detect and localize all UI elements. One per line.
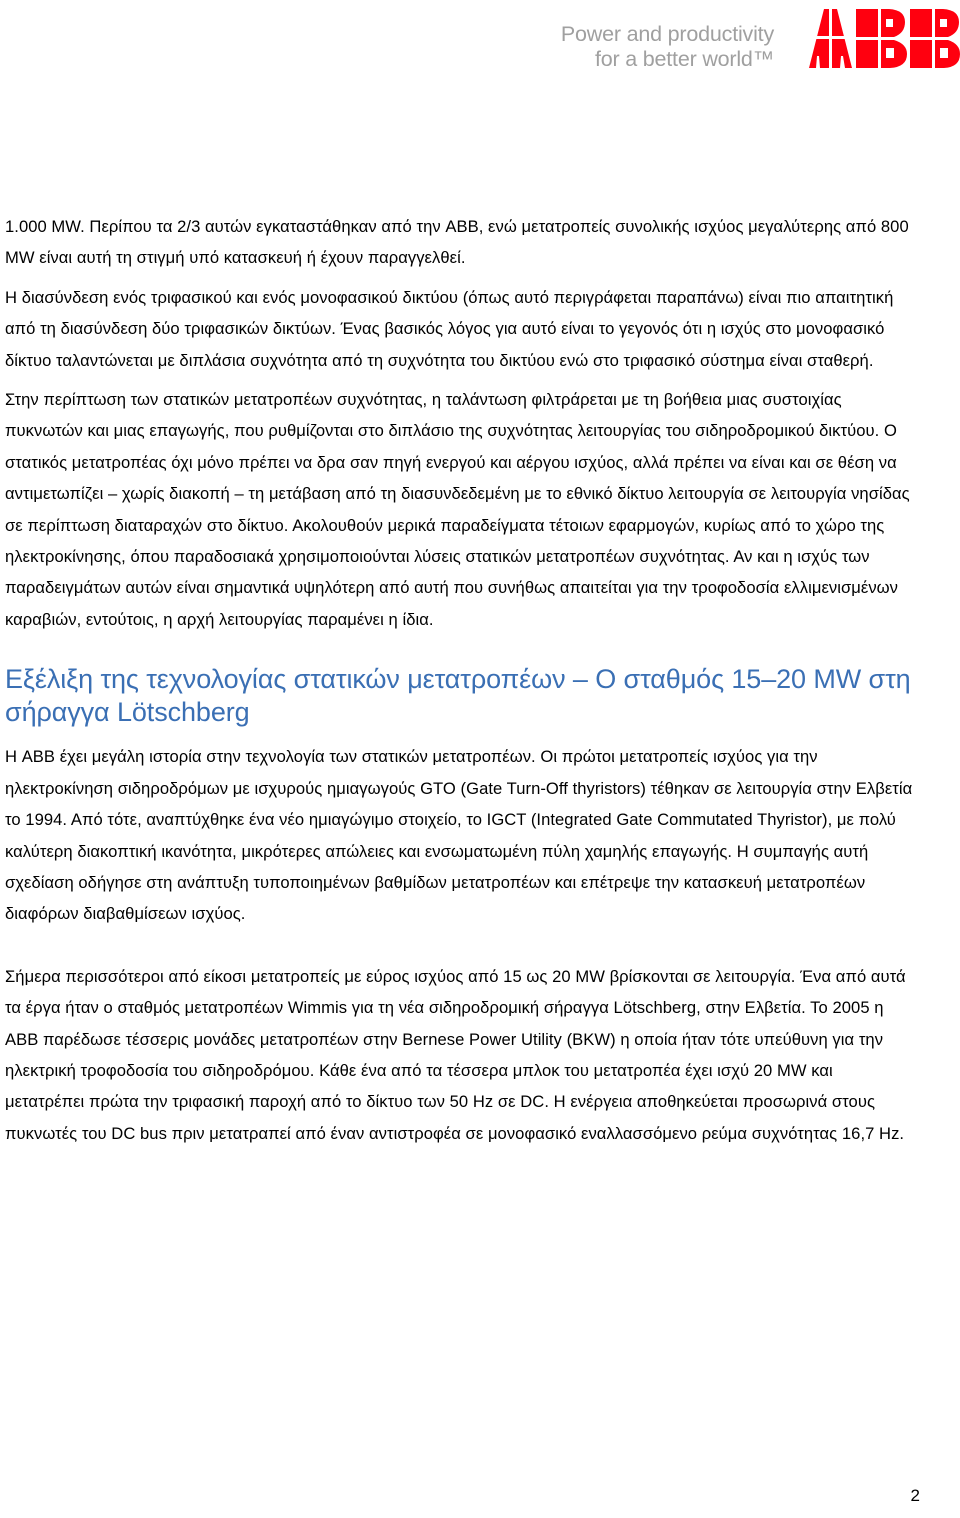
paragraph-5: Σήμερα περισσότεροι από είκοσι μετατροπείς με εύρος ισχύος από 15 ως 20 MW βρίσκονται σε λειτουργία. Ένα από αυτά τα έργα ήταν ο σταθμός μετατροπέων Wimmis για τη νέα σιδηροδρομική σήραγγα Lötschberg, στην Ελβετία. Το 2005 η ABB παρέδωσε τέσσερις μονάδες μετατροπέων στην Bernese Power Utility (BKW) η οποία ήταν τότε υπεύθυνη για την ηλεκτρική τροφοδοσία του σιδηροδρόμου. Κάθε ένα από τα τέσσερα μπλοκ του μετατροπέα έχει ισχύ 20 MW και μετατρέπει πρώτα την τριφασική παροχή από το δίκτυο των 50 Hz σε DC. Η ενέργεια αποθηκεύεται προσωρινά στους πυκνωτές του DC bus πριν μετατραπεί από έναν αντιστροφέα σε μονοφασικό εναλλασσόμενο ρεύμα συχνότητας 16,7 Hz. xyxy=(5,966,906,1143)
paragraph-2: Η διασύνδεση ενός τριφασικού και ενός μονοφασικού δικτύου (όπως αυτό περιγράφεται παραπάνω) είναι πιο απαιτητική από τη διασύνδεση δύο τριφασικών δικτύων. Ένας βασικός λόγος για αυτό είναι το γεγονός ότι η ισχύς στο μονοφασικό δίκτυο ταλαντώνεται με διπλάσια συχνότητα από τη συχνότητα του δικτύου ενώ στο τριφασικό σύστημα είναι σταθερή. xyxy=(5,287,894,370)
spacer xyxy=(5,930,915,961)
page-number: 2 xyxy=(910,1486,920,1505)
paragraph-3: Στην περίπτωση των στατικών μετατροπέων συχνότητας, η ταλάντωση φιλτράρεται με τη βοήθεια μιας συστοιχίας πυκνωτών και μιας επαγωγής, που ρυθμίζονται στο διπλάσιο της συχνότητας λειτουργίας του σιδηροδρομικού δικτύου. Ο στατικός μετατροπέας όχι μόνο πρέπει να δρα σαν πηγή ενεργού και αέργου ισχύος, αλλά πρέπει να είναι και σε θέση να αντιμετωπίζει – χωρίς διακοπή – τη μετάβαση από τη διασυνδεδεμένη με το εθνικό δίκτυο λειτουργία σε λειτουργία νησίδας σε περίπτωση διαταραχών στο δίκτυο. Ακολουθούν μερικά παραδείγματα τέτοιων εφαρμογών, κυρίως από το χώρο της ηλεκτροκίνησης, όπου παραδοσιακά χρησιμοποιούνται λύσεις στατικών μετατροπέων συχνότητας. Αν και η ισχύς των παραδειγμάτων αυτών είναι σημαντικά υψηλότερη από αυτή που συνήθως απαιτείται για την τροφοδοσία ελλιμενισμένων καραβιών, εντούτοις, η αρχή λειτουργίας παραμένει η ίδια. xyxy=(5,390,910,629)
page-header xyxy=(0,0,960,80)
tagline-line-2: for a better world™ xyxy=(594,47,774,71)
tagline xyxy=(561,22,774,72)
paragraph-1: 1.000 MW. Περίπου τα 2/3 αυτών εγκαταστάθηκαν από την ABB, ενώ μετατροπείς συνολικής ισχύος μεγαλύτερης από 800 MW είναι αυτή τη στιγμή υπό κατασκευή ή έχουν παραγγελθεί. xyxy=(5,217,909,268)
spacer xyxy=(5,274,915,282)
abb-logo xyxy=(806,6,960,70)
tagline-line-1: Power and productivity xyxy=(560,22,774,46)
spacer xyxy=(5,376,915,384)
paragraph-4: Η ABB έχει μεγάλη ιστορία στην τεχνολογία των στατικών μετατροπέων. Οι πρώτοι μετατροπείς ισχύος για την ηλεκτροκίνηση σιδηροδρόμων με ισχυρούς ημιαγωγούς GTO (Gate Turn-Off thyristors) τέθηκαν σε λειτουργία στην Ελβετία το 1994. Από τότε, αναπτύχθηκε ένα νέο ημιαγώγιμο στοιχείο, το IGCT (Integrated Gate Commutated Thyristor), με πολύ καλύτερη διακοπτική ικανότητα, μικρότερες απώλειες και ενσωματωμένη πύλη χαμηλής επαγωγής. Η συμπαγής αυτή σχεδίαση οδήγησε στη ανάπτυξη τυποποιημένων βαθμίδων μετατροπέων και επέτρεψε την κατασκευή μετατροπέων διαφόρων διαβαθμίσεων ισχύος. xyxy=(5,747,913,924)
document-body xyxy=(5,211,915,1149)
section-title: Εξέλιξη της τεχνολογίας στατικών μετατροπέων – Ο σταθμός 15–20 MW στη σήραγγα Lötschberg xyxy=(5,664,911,728)
